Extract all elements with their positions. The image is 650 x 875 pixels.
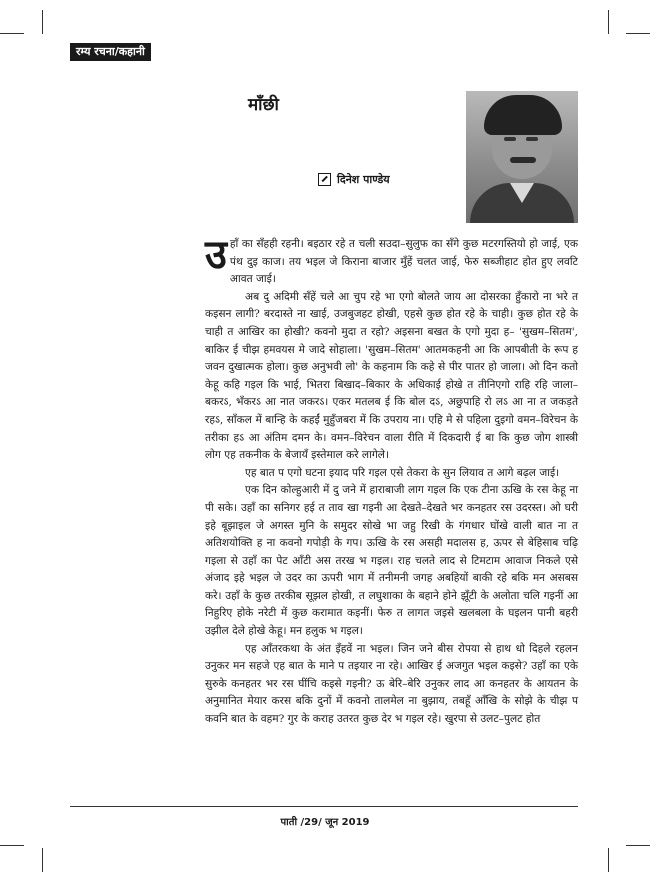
crop-mark <box>0 33 24 34</box>
author-byline <box>318 172 390 187</box>
crop-mark <box>42 10 43 34</box>
crop-mark <box>626 845 650 846</box>
paragraph: अब दु अदिमी सँहें चले आ चुप रहे भा एगो बोलते जाय आ दोसरका हुँकारो ना भरे त कइसन लागी? बरदास्ते ना खाई, उजबुजहट होखी, एहसे कुछ होत रहे के चाही। कुछ होत रहे के चाही त आखिर का होखी? कवनो मुदा त रहो? अइसना बखत के एगो मुदा ह– 'सुखम–सितम', बाकिर ई चीझ हमवयस मे जादे सोहाला। 'सुखम–सितम' आतमकहनी आ कि आपबीती के रूप ह जवन दुखात्मक होला। कुछ अनुभवी लो' के कहनाम कि कहे से पीर पातर हो जाला। ओ दिन कतो केहू कहि गइल कि भाई, भितरा बिखाद–बिकार के अधिकाई होखे त तीनिएगो राहि रहि जाला– बकरऽ, भँकरऽ आ नात जकरऽ। एकर मतलब ई कि बोल दऽ, अछुपाहि रो लऽ आ ना त जकड़ते रहऽ, साँकल में बान्हि के कहईं मुहुँजबरा में कि उपराय ना। एहि मे से पहिला दुइगो वमन–विरेचन के तरीका हऽ आ अंतिम दमन के। वमन–विरेचन वाला रीति में दिकदारी ई बा कि कुछ जोग शास्त्री लोग एह तकनीक के बेजायँ इस्तेमाल करे लागेले। <box>205 290 578 462</box>
page-footer: पाती /29/ जून 2019 <box>280 817 370 828</box>
paragraph: एह बात प एगो घटना इयाद परि गइल एसे तेकरा के सुन लियाव त आगे बढ़ल जाई। <box>245 466 560 479</box>
author-name: दिनेश पाण्डेय <box>337 173 390 186</box>
crop-mark <box>42 848 43 872</box>
author-photo <box>466 91 578 223</box>
crop-mark <box>626 33 650 34</box>
article-body <box>205 231 578 729</box>
crop-mark <box>0 845 24 846</box>
crop-mark <box>608 848 609 872</box>
pen-icon <box>318 173 331 186</box>
section-label: रम्य रचना/कहानी <box>70 43 151 61</box>
paragraph <box>205 231 578 289</box>
footer-divider <box>70 806 578 807</box>
paragraph: एक दिन कोल्हुआरी में दु जने में हाराबाजी लाग गइल कि एक टीना ऊखि के रस केहू ना पी सके। उहाँ का सनिगर हई त ताव खा गइनी आ देखते–देखते भर कनहतर रस उदरस्त। ओ घरी इहे बूझाइल जे अगस्त मुनि के समुदर सोखे भा जहु रिखी के गंगधार घोंखे वाली बात ना त अतिशयोक्ति ह ना कवनो गपोड़ी के गप। ऊखि के रस असही मदालस ह, ऊपर से बेहिसाब चढ़ि गइला से उहाँ का पेट आँटी अस तरख भ गइल। राह चलते लाद से टिमटाम आवाज निकले एसे अंजाद इहे भइल जे उदर का ऊपरी भाग में तनीमनी जगह अबहियों बाकी रहे बकि मन असबस करे। उहाँ के कुछ तरकीब सूझल होखी, त लघुशाका के बहाने होने झूँटी के अलोता चलि गइनीं आ निहुरिए होके नरेटी में कुछ करामात कइनीं। फेरु त लागत जइसे खलबला के घइलन पानी बहरी उझील देले होखे केहू। मन हलुक भ गइल। <box>205 484 578 638</box>
crop-mark <box>608 10 609 34</box>
drop-cap: उ <box>205 231 227 278</box>
paragraph-text: हाँ का सँहही रहनी। बइठार रहे त चली सउदा–सुलुफ का सँगे कुछ मटरगस्तियो हो जाई, एक पंथ दुइ काज। तय भइल जे किराना बाजार मुँहें चलत जाई, फेरु सब्जीहाट होत हुए लवटि आवत जाई। <box>229 238 578 286</box>
paragraph: एह आँतरकथा के अंत इँहवें ना भइल। जिन जने बीस रोपया से हाथ धो दिहले रहलन उनुकर मन सहजे एह बात के माने प तइयार ना रहे। आखिर ई अजगुत भइल कइसे? उहाँ का एके सुरुके कनहतर भर रस घींचि कइसे गइनी? ऊ बेरि–बेरि उनुकर लाद आ कनहतर के आयतन के अनुमानित मेयार करस बकि दुनों में कवनो तालमेल ना बुझाय, तबहूँ आँखि के सोझे के चीझ प कवनि बात के वहम? गुर के कराह उतरत कुछ देर भ गइल रहे। खुरपा से उलट–पुलट होत <box>205 642 578 726</box>
article-title: माँछी <box>248 95 279 115</box>
